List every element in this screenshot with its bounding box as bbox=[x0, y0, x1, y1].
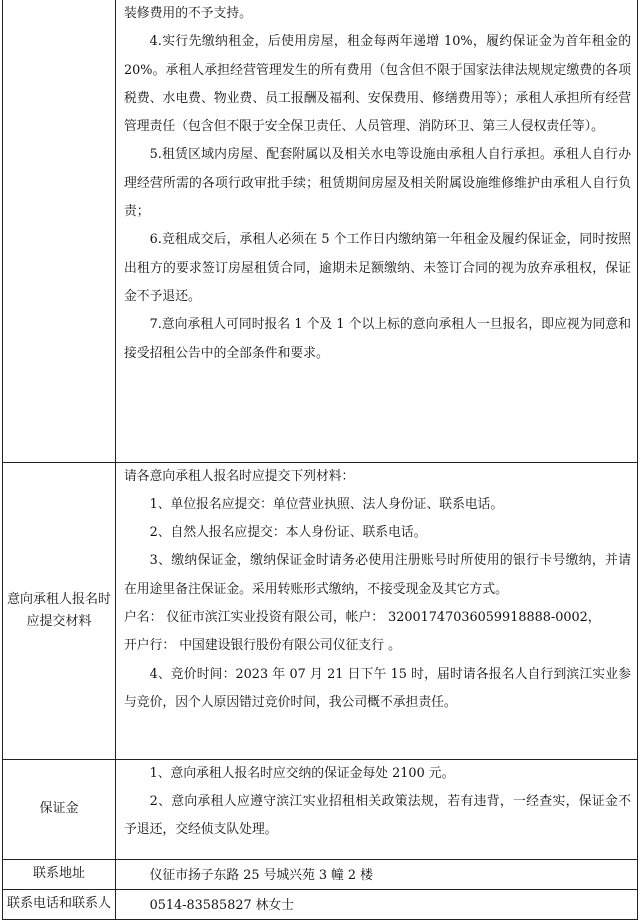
deposit-item-2: 2、意向承租人应遵守滨江实业招租相关政策法规，若有违背，一经查实，保证金不予退还，交经侦支队处理。 bbox=[124, 793, 631, 838]
deposit-row bbox=[3, 759, 638, 859]
tender-terms-table bbox=[2, 0, 638, 920]
terms-label-cell bbox=[3, 0, 116, 462]
terms-paragraph-continuation: 装修费用的不予支持。 bbox=[124, 6, 252, 21]
materials-item-3: 3、缴纳保证金，缴纳保证金时请务必使用注册账号时所使用的银行卡号缴纳，并请在用途里备注保证金。采用转账形式缴纳，不接受现金及其它方式。 bbox=[124, 553, 631, 597]
materials-label-line2: 应提交材料 bbox=[26, 613, 92, 629]
contact-row bbox=[3, 889, 638, 919]
address-label: 联系地址 bbox=[3, 859, 116, 889]
terms-row bbox=[3, 0, 638, 462]
address-value: 仪征市扬子东路 25 号城兴苑 3 幢 2 楼 bbox=[149, 867, 373, 883]
deposit-label: 保证金 bbox=[3, 759, 116, 859]
contact-value: 0514-83585827 林女士 bbox=[149, 897, 295, 913]
bank-line: 开户行： 中国建设银行股份有限公司仪征支行 。 bbox=[124, 638, 401, 654]
materials-intro: 请各意向承租人报名时应提交下列材料： bbox=[124, 468, 355, 484]
deposit-item-1: 1、意向承租人报名时应交纳的保证金每处 2100 元。 bbox=[149, 765, 455, 781]
account-line: 户名： 仪征市滨江实业投资有限公司，帐户： 32001747036059918888-0002， bbox=[124, 609, 601, 625]
materials-label bbox=[3, 462, 116, 759]
materials-item-1: 1、单位报名应提交：单位营业执照、法人身份证、联系电话。 bbox=[149, 496, 504, 512]
deposit-content-cell bbox=[116, 759, 638, 859]
terms-paragraph-5: 5.租赁区域内房屋、配套附属以及相关水电等设施由承租人自行承担。承租人自行办理经营所需的各项行政审批手续；租赁期间房屋及相关附属设施维修维护由承租人自行负责； bbox=[124, 147, 631, 220]
materials-item-4: 4、竞价时间：2023 年 07 月 21 日下午 15 时，届时请各报名人自行到滨江实业参与竞价，因个人原因错过竞价时间，我公司概不承担责任。 bbox=[124, 666, 631, 710]
address-content-cell bbox=[116, 859, 638, 889]
address-row bbox=[3, 859, 638, 889]
materials-row bbox=[3, 462, 638, 759]
materials-item-2: 2、自然人报名应提交：本人身份证、联系电话。 bbox=[149, 525, 427, 541]
materials-content-cell bbox=[116, 462, 638, 759]
materials-label-line1: 意向承租人报名时 bbox=[6, 591, 111, 607]
contact-content-cell bbox=[116, 889, 638, 919]
contact-label: 联系电话和联系人 bbox=[3, 889, 116, 919]
terms-paragraph-7: 7.意向承租人可同时报名 1 个及 1 个以上标的意向承租人一旦报名，即应视为同意和接受招租公告中的全部条件和要求。 bbox=[124, 317, 631, 361]
terms-paragraph-6: 6.竞租成交后，承租人必须在 5 个工作日内缴纳第一年租金及履约保证金，同时按照出租方的要求签订房屋租赁合同，逾期未足额缴纳、未签订合同的视为放弃承租权，保证金不予退还。 bbox=[124, 232, 631, 304]
terms-content-cell bbox=[116, 0, 638, 462]
terms-paragraph-4: 4.实行先缴纳租金，后使用房屋，租金每两年递增 10%，履约保证金为首年租金的 20%。承租人承担经营管理发生的所有费用（包含但不限于国家法律法规规定缴费的各项税费、水电费、物业费、员工报酬及福利、安保费用、修缮费用等）；承租人承担所有经营管理责任（包含但不限于安全保卫责任、人员管理、消防环卫、第三人侵权责任等）。 bbox=[124, 34, 631, 135]
